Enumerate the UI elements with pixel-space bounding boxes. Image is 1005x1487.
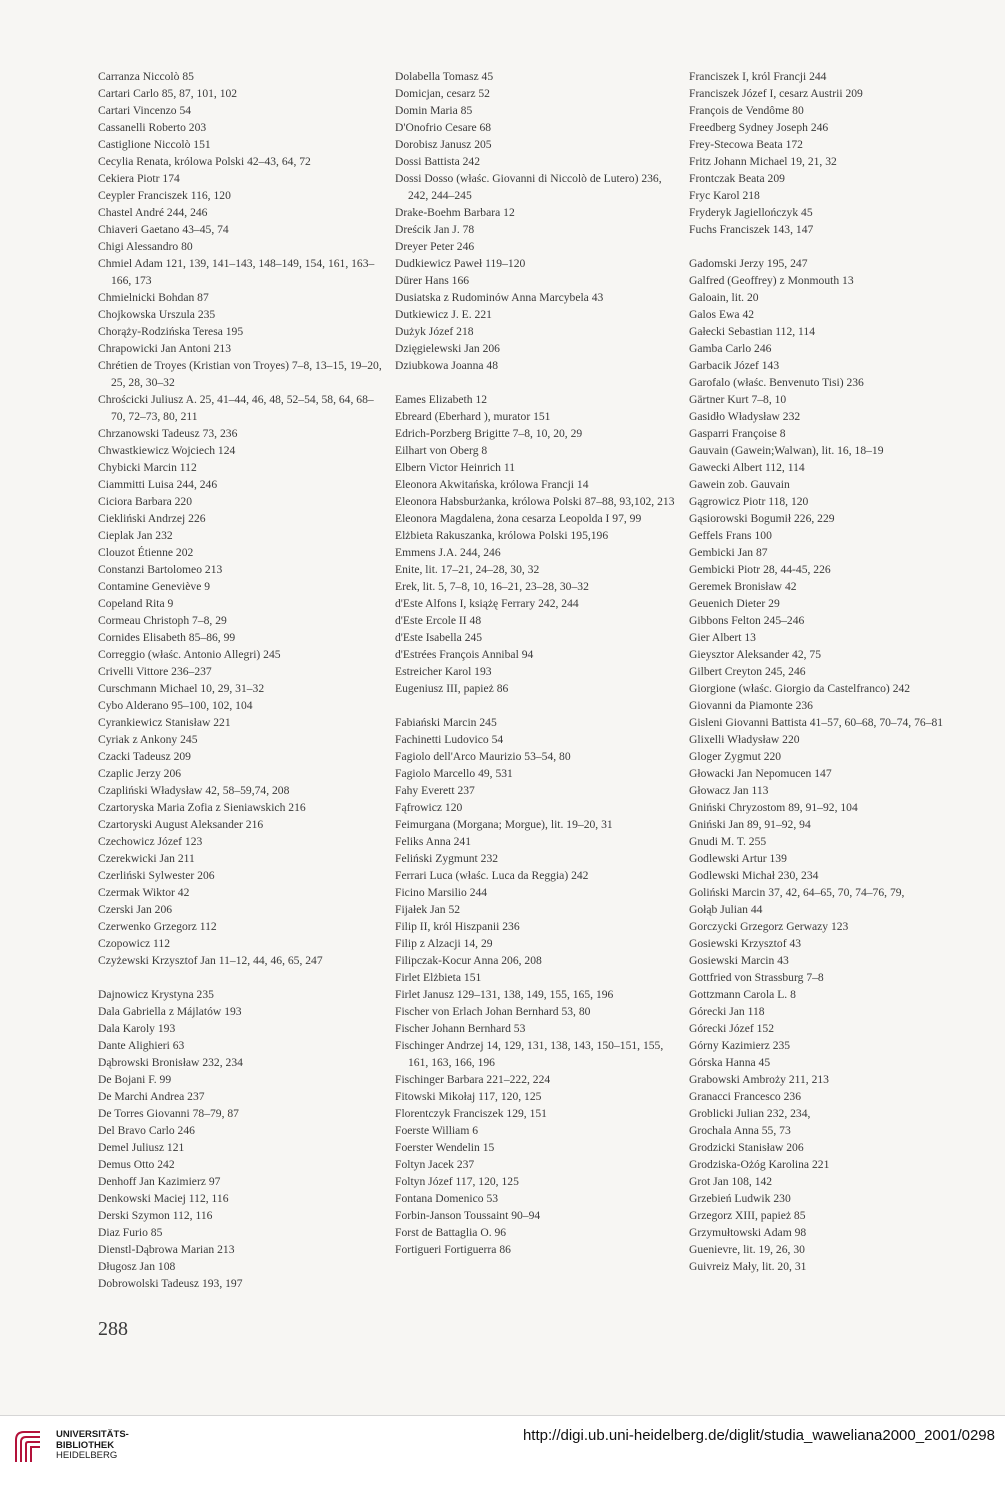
index-entry: Gisleni Giovanni Battista 41–57, 60–68, 70–74, 76–81 <box>689 716 944 729</box>
index-entry: Górska Hanna 45 <box>689 1056 771 1069</box>
index-entry: Groblicki Julian 232, 234, <box>689 1107 811 1120</box>
index-entry: Chmielnicki Bohdan 87 <box>98 291 209 304</box>
index-entry: Fąfrowicz 120 <box>395 801 463 814</box>
index-entry: Cormeau Christoph 7–8, 29 <box>98 614 227 627</box>
index-column-2 <box>395 68 680 1258</box>
index-entry: Grodzicki Stanisław 206 <box>689 1141 804 1154</box>
index-entry: Czartoryski August Aleksander 216 <box>98 818 264 831</box>
index-entry: Firlet Elżbieta 151 <box>395 971 482 984</box>
index-entry: Ficino Marsilio 244 <box>395 886 488 899</box>
index-entry: Eleonora Habsburżanka, królowa Polski 87–88, 93,102, 213 <box>395 495 675 508</box>
index-entry: Dala Gabriella z Májlatów 193 <box>98 1005 242 1018</box>
index-entry: Dante Alighieri 63 <box>98 1039 185 1052</box>
index-entry: Dzięgielewski Jan 206 <box>395 342 500 355</box>
index-entry: Czyżewski Krzysztof Jan 11–12, 44, 46, 65, 247 <box>98 954 323 967</box>
library-logo-icon <box>10 1426 50 1466</box>
letter-group-gap <box>98 969 383 986</box>
index-entry: Fischinger Andrzej 14, 129, 131, 138, 143, 150–151, 155, 161, 163, 166, 196 <box>395 1039 664 1069</box>
index-entry: Gembicki Jan 87 <box>689 546 768 559</box>
index-entry: Dutkiewicz J. E. 221 <box>395 308 492 321</box>
index-column-1 <box>98 68 383 1292</box>
index-entry: Denkowski Maciej 112, 116 <box>98 1192 229 1205</box>
index-entry: Czartoryska Maria Zofia z Sieniawskich 216 <box>98 801 306 814</box>
index-entry: Grabowski Ambroży 211, 213 <box>689 1073 829 1086</box>
index-entry: Granacci Francesco 236 <box>689 1090 802 1103</box>
index-entry: Guenievre, lit. 19, 26, 30 <box>689 1243 805 1256</box>
index-entry: Copeland Rita 9 <box>98 597 174 610</box>
index-entry: Godlewski Artur 139 <box>689 852 787 865</box>
index-entry: Chorąży-Rodzińska Teresa 195 <box>98 325 244 338</box>
index-entry: Elżbieta Rakuszanka, królowa Polski 195,196 <box>395 529 609 542</box>
index-entry: François de Vendôme 80 <box>689 104 804 117</box>
index-entry: Geuenich Dieter 29 <box>689 597 780 610</box>
index-entry: Ciekliński Andrzej 226 <box>98 512 206 525</box>
index-entry: Filipczak-Kocur Anna 206, 208 <box>395 954 542 967</box>
index-entry: Franciszek Józef I, cesarz Austrii 209 <box>689 87 863 100</box>
index-entry: Gottfried von Strassburg 7–8 <box>689 971 824 984</box>
letter-group-gap <box>689 238 974 255</box>
index-column-3 <box>689 68 974 1275</box>
index-entry: Foltyn Józef 117, 120, 125 <box>395 1175 519 1188</box>
index-entry: Chiaveri Gaetano 43–45, 74 <box>98 223 229 236</box>
index-entry: Foltyn Jacek 237 <box>395 1158 475 1171</box>
index-entry: Frey-Stecowa Beata 172 <box>689 138 803 151</box>
index-entry: Castiglione Niccolò 151 <box>98 138 211 151</box>
index-entry: Carranza Niccolò 85 <box>98 70 194 83</box>
index-entry: Domin Maria 85 <box>395 104 473 117</box>
index-entry: Galoain, lit. 20 <box>689 291 759 304</box>
index-entry: Glixelli Władysław 220 <box>689 733 800 746</box>
library-name <box>56 1430 129 1462</box>
index-entry: Enite, lit. 17–21, 24–28, 30, 32 <box>395 563 540 576</box>
index-entry: Dudkiewicz Paweł 119–120 <box>395 257 526 270</box>
index-entry: Głowacz Jan 113 <box>689 784 769 797</box>
index-entry: Czerwenko Grzegorz 112 <box>98 920 217 933</box>
index-entry: Cartari Vincenzo 54 <box>98 104 192 117</box>
index-entry: Dusiatska z Rudominów Anna Marcybela 43 <box>395 291 604 304</box>
index-entry: Czerliński Sylwester 206 <box>98 869 215 882</box>
index-entry: Gloger Zygmut 220 <box>689 750 782 763</box>
index-entry: Fryc Karol 218 <box>689 189 760 202</box>
index-entry: Gołąb Julian 44 <box>689 903 763 916</box>
index-entry: Dossi Battista 242 <box>395 155 481 168</box>
index-entry: Gärtner Kurt 7–8, 10 <box>689 393 787 406</box>
index-entry: Fuchs Franciszek 143, 147 <box>689 223 814 236</box>
index-entry: Forst de Battaglia O. 96 <box>395 1226 507 1239</box>
index-entry: Del Bravo Carlo 246 <box>98 1124 195 1137</box>
index-entry: Dolabella Tomasz 45 <box>395 70 494 83</box>
index-entry: Cekiera Piotr 174 <box>98 172 180 185</box>
index-entry: Drake-Boehm Barbara 12 <box>395 206 515 219</box>
index-entry: Dreścik Jan J. 78 <box>395 223 475 236</box>
index-entry: Diaz Furio 85 <box>98 1226 163 1239</box>
index-entry: Estreicher Karol 193 <box>395 665 492 678</box>
index-entry: Fischinger Barbara 221–222, 224 <box>395 1073 551 1086</box>
index-entry: Dossi Dosso (właśc. Giovanni di Niccolò de Lutero) 236, 242, 244–245 <box>395 172 662 202</box>
index-entry: Czechowicz Józef 123 <box>98 835 203 848</box>
letter-group-gap <box>395 374 680 391</box>
index-entry: Cecylia Renata, królowa Polski 42–43, 64, 72 <box>98 155 311 168</box>
index-entry: Demel Juliusz 121 <box>98 1141 185 1154</box>
index-entry: Foerster Wendelin 15 <box>395 1141 495 1154</box>
index-entry: Ceypler Franciszek 116, 120 <box>98 189 231 202</box>
viewer-footer <box>0 1415 1005 1487</box>
index-entry: Chastel André 244, 246 <box>98 206 208 219</box>
index-entry: Edrich-Porzberg Brigitte 7–8, 10, 20, 29 <box>395 427 583 440</box>
index-entry: Gniński Jan 89, 91–92, 94 <box>689 818 811 831</box>
index-entry: Dienstl-Dąbrowa Marian 213 <box>98 1243 235 1256</box>
index-entry: d'Este Isabella 245 <box>395 631 483 644</box>
index-entry: Giorgione (właśc. Giorgio da Castelfranco) 242 <box>689 682 911 695</box>
index-entry: Chojkowska Urszula 235 <box>98 308 216 321</box>
index-entry: Dreyer Peter 246 <box>395 240 475 253</box>
index-entry: Czerski Jan 206 <box>98 903 173 916</box>
index-entry: Czopowicz 112 <box>98 937 171 950</box>
index-entry: Giovanni da Piamonte 236 <box>689 699 813 712</box>
index-entry: Geffels Frans 100 <box>689 529 772 542</box>
index-entry: Grzebień Ludwik 230 <box>689 1192 791 1205</box>
index-entry: Eleonora Magdalena, żona cesarza Leopolda I 97, 99 <box>395 512 642 525</box>
index-entry: Eugeniusz III, papież 86 <box>395 682 509 695</box>
index-entry: Garofalo (właśc. Benvenuto Tisi) 236 <box>689 376 864 389</box>
index-entry: Długosz Jan 108 <box>98 1260 176 1273</box>
index-entry: Czaplic Jerzy 206 <box>98 767 182 780</box>
index-entry: D'Onofrio Cesare 68 <box>395 121 492 134</box>
index-entry: Ferrari Luca (właśc. Luca da Reggia) 242 <box>395 869 589 882</box>
library-name-line-3: HEIDELBERG <box>56 1450 118 1461</box>
index-entry: Gasparri Françoise 8 <box>689 427 786 440</box>
index-entry: Gembicki Piotr 28, 44-45, 226 <box>689 563 831 576</box>
index-entry: Gauvain (Gawein;Walwan), lit. 16, 18–19 <box>689 444 884 457</box>
index-entry: Constanzi Bartolomeo 213 <box>98 563 223 576</box>
index-entry: Filip II, król Hiszpanii 236 <box>395 920 520 933</box>
index-entry: Głowacki Jan Nepomucen 147 <box>689 767 832 780</box>
index-entry: Correggio (właśc. Antonio Allegri) 245 <box>98 648 281 661</box>
index-entry: De Torres Giovanni 78–79, 87 <box>98 1107 239 1120</box>
index-entry: Derski Szymon 112, 116 <box>98 1209 213 1222</box>
source-url-link[interactable]: http://digi.ub.uni-heidelberg.de/diglit/studia_waweliana2000_2001/0298 <box>522 1427 995 1444</box>
index-entry: Crivelli Vittore 236–237 <box>98 665 212 678</box>
index-entry: Gągrowicz Piotr 118, 120 <box>689 495 809 508</box>
index-entry: Goliński Marcin 37, 42, 64–65, 70, 74–76, 79, <box>689 886 905 899</box>
library-name-line-2: BIBLIOTHEK <box>56 1439 115 1451</box>
index-entry: Gosiewski Krzysztof 43 <box>689 937 802 950</box>
index-entry: Cieplak Jan 232 <box>98 529 173 542</box>
index-entry: Dajnowicz Krystyna 235 <box>98 988 214 1001</box>
page-number: 288 <box>98 1318 128 1340</box>
index-entry: Gosiewski Marcin 43 <box>689 954 789 967</box>
index-entry: Gąsiorowski Bogumił 226, 229 <box>689 512 835 525</box>
index-entry: Cyriak z Ankony 245 <box>98 733 198 746</box>
library-name-line-1: UNIVERSITÄTS- <box>56 1429 129 1440</box>
index-entry: Domicjan, cesarz 52 <box>395 87 490 100</box>
index-entry: Garbacik Józef 143 <box>689 359 780 372</box>
index-entry: d'Este Alfons I, książę Ferrary 242, 244 <box>395 597 579 610</box>
index-entry: Fijałek Jan 52 <box>395 903 461 916</box>
index-entry: Ciciora Barbara 220 <box>98 495 193 508</box>
index-entry: Chybicki Marcin 112 <box>98 461 197 474</box>
index-entry: Feliński Zygmunt 232 <box>395 852 499 865</box>
index-entry: Czacki Tadeusz 209 <box>98 750 191 763</box>
index-entry: Dobrowolski Tadeusz 193, 197 <box>98 1277 243 1290</box>
index-entry: Curschmann Michael 10, 29, 31–32 <box>98 682 265 695</box>
index-entry: Czerekwicki Jan 211 <box>98 852 195 865</box>
index-entry: Gorczycki Grzegorz Gerwazy 123 <box>689 920 849 933</box>
index-entry: Gniński Chryzostom 89, 91–92, 104 <box>689 801 858 814</box>
index-entry: Górecki Jan 118 <box>689 1005 765 1018</box>
index-entry: Gottzmann Carola L. 8 <box>689 988 796 1001</box>
index-entry: Demus Otto 242 <box>98 1158 175 1171</box>
index-entry: Dziubkowa Joanna 48 <box>395 359 499 372</box>
index-entry: Fagiolo Marcello 49, 531 <box>395 767 513 780</box>
index-entry: Fabiański Marcin 245 <box>395 716 497 729</box>
index-entry: Fitowski Mikołaj 117, 120, 125 <box>395 1090 542 1103</box>
index-entry: Grzegorz XIII, papież 85 <box>689 1209 806 1222</box>
index-entry: Grochala Anna 55, 73 <box>689 1124 791 1137</box>
index-entry: Fahy Everett 237 <box>395 784 475 797</box>
index-entry: Eames Elizabeth 12 <box>395 393 488 406</box>
index-entry: Grzymułtowski Adam 98 <box>689 1226 807 1239</box>
index-entry: Foerste William 6 <box>395 1124 479 1137</box>
index-entry: Fritz Johann Michael 19, 21, 32 <box>689 155 837 168</box>
index-entry: d'Este Ercole II 48 <box>395 614 482 627</box>
index-entry: Ebreard (Eberhard ), murator 151 <box>395 410 551 423</box>
index-entry: Chrapowicki Jan Antoni 213 <box>98 342 231 355</box>
index-entry: Fischer Johann Bernhard 53 <box>395 1022 526 1035</box>
index-entry: Górny Kazimierz 235 <box>689 1039 791 1052</box>
index-entry: Elbern Victor Heinrich 11 <box>395 461 516 474</box>
index-entry: Godlewski Michał 230, 234 <box>689 869 819 882</box>
index-entry: Franciszek I, król Francji 244 <box>689 70 827 83</box>
index-entry: Górecki Józef 152 <box>689 1022 774 1035</box>
index-entry: Dürer Hans 166 <box>395 274 470 287</box>
index-entry: Firlet Janusz 129–131, 138, 149, 155, 165, 196 <box>395 988 614 1001</box>
index-entry: Grot Jan 108, 142 <box>689 1175 773 1188</box>
index-entry: Galfred (Geoffrey) z Monmouth 13 <box>689 274 854 287</box>
index-entry: Dużyk Józef 218 <box>395 325 474 338</box>
index-entry: Gadomski Jerzy 195, 247 <box>689 257 808 270</box>
index-entry: Eilhart von Oberg 8 <box>395 444 488 457</box>
index-entry: Cassanelli Roberto 203 <box>98 121 207 134</box>
index-entry: Gawein zob. Gauvain <box>689 478 790 491</box>
index-entry: De Marchi Andrea 237 <box>98 1090 205 1103</box>
index-entry: Fryderyk Jagiellończyk 45 <box>689 206 813 219</box>
index-entry: Feliks Anna 241 <box>395 835 472 848</box>
index-entry: Czermak Wiktor 42 <box>98 886 190 899</box>
index-entry: De Bojani F. 99 <box>98 1073 172 1086</box>
index-entry: Dorobisz Janusz 205 <box>395 138 492 151</box>
index-entry: Chmiel Adam 121, 139, 141–143, 148–149, 154, 161, 163–166, 173 <box>98 257 375 287</box>
index-entry: Gier Albert 13 <box>689 631 756 644</box>
index-entry: Gamba Carlo 246 <box>689 342 772 355</box>
index-entry: Geremek Bronisław 42 <box>689 580 797 593</box>
index-entry: Emmens J.A. 244, 246 <box>395 546 501 559</box>
index-entry: Contamine Geneviève 9 <box>98 580 211 593</box>
index-entry: Gibbons Felton 245–246 <box>689 614 805 627</box>
index-entry: Cornides Elisabeth 85–86, 99 <box>98 631 236 644</box>
index-entry: Gałecki Sebastian 112, 114 <box>689 325 815 338</box>
index-entry: Clouzot Étienne 202 <box>98 546 194 559</box>
index-entry: Fontana Domenico 53 <box>395 1192 499 1205</box>
index-entry: Denhoff Jan Kazimierz 97 <box>98 1175 221 1188</box>
index-entry: Gilbert Creyton 245, 246 <box>689 665 806 678</box>
index-entry: Fagiolo dell'Arco Maurizio 53–54, 80 <box>395 750 571 763</box>
index-entry: Dąbrowski Bronisław 232, 234 <box>98 1056 243 1069</box>
index-entry: Cartari Carlo 85, 87, 101, 102 <box>98 87 238 100</box>
index-entry: Chwastkiewicz Wojciech 124 <box>98 444 236 457</box>
index-entry: Gieysztor Aleksander 42, 75 <box>689 648 822 661</box>
index-entry: Filip z Alzacji 14, 29 <box>395 937 493 950</box>
index-entry: Czapliński Władysław 42, 58–59,74, 208 <box>98 784 290 797</box>
index-entry: Fortigueri Fortiguerra 86 <box>395 1243 511 1256</box>
index-entry: Gasidło Władysław 232 <box>689 410 801 423</box>
index-entry: Fischer von Erlach Johan Bernhard 53, 80 <box>395 1005 591 1018</box>
index-entry: Ciammitti Luisa 244, 246 <box>98 478 218 491</box>
index-entry: Chrétien de Troyes (Kristian von Troyes) 7–8, 13–15, 19–20, 25, 28, 30–32 <box>98 359 382 389</box>
index-entry: Feimurgana (Morgana; Morgue), lit. 19–20, 31 <box>395 818 613 831</box>
index-entry: d'Estrées François Annibal 94 <box>395 648 534 661</box>
index-entry: Guivreiz Mały, lit. 20, 31 <box>689 1260 807 1273</box>
index-entry: Grodziska-Ożóg Karolina 221 <box>689 1158 830 1171</box>
index-entry: Forbin-Janson Toussaint 90–94 <box>395 1209 541 1222</box>
index-entry: Chigi Alessandro 80 <box>98 240 193 253</box>
index-entry: Fachinetti Ludovico 54 <box>395 733 504 746</box>
index-entry: Freedberg Sydney Joseph 246 <box>689 121 829 134</box>
index-entry: Florentczyk Franciszek 129, 151 <box>395 1107 547 1120</box>
index-entry: Galos Ewa 42 <box>689 308 755 321</box>
index-entry: Gnudi M. T. 255 <box>689 835 767 848</box>
index-entry: Cybo Alderano 95–100, 102, 104 <box>98 699 253 712</box>
index-entry: Erek, lit. 5, 7–8, 10, 16–21, 23–28, 30–32 <box>395 580 589 593</box>
index-entry: Frontczak Beata 209 <box>689 172 785 185</box>
index-entry: Chrzanowski Tadeusz 73, 236 <box>98 427 238 440</box>
index-entry: Eleonora Akwitańska, królowa Francji 14 <box>395 478 589 491</box>
letter-group-gap <box>395 697 680 714</box>
index-entry: Dala Karoly 193 <box>98 1022 176 1035</box>
index-entry: Cyrankiewicz Stanisław 221 <box>98 716 231 729</box>
index-entry: Gawecki Albert 112, 114 <box>689 461 805 474</box>
index-entry: Chrościcki Juliusz A. 25, 41–44, 46, 48, 52–54, 58, 64, 68–70, 72–73, 80, 211 <box>98 393 374 423</box>
